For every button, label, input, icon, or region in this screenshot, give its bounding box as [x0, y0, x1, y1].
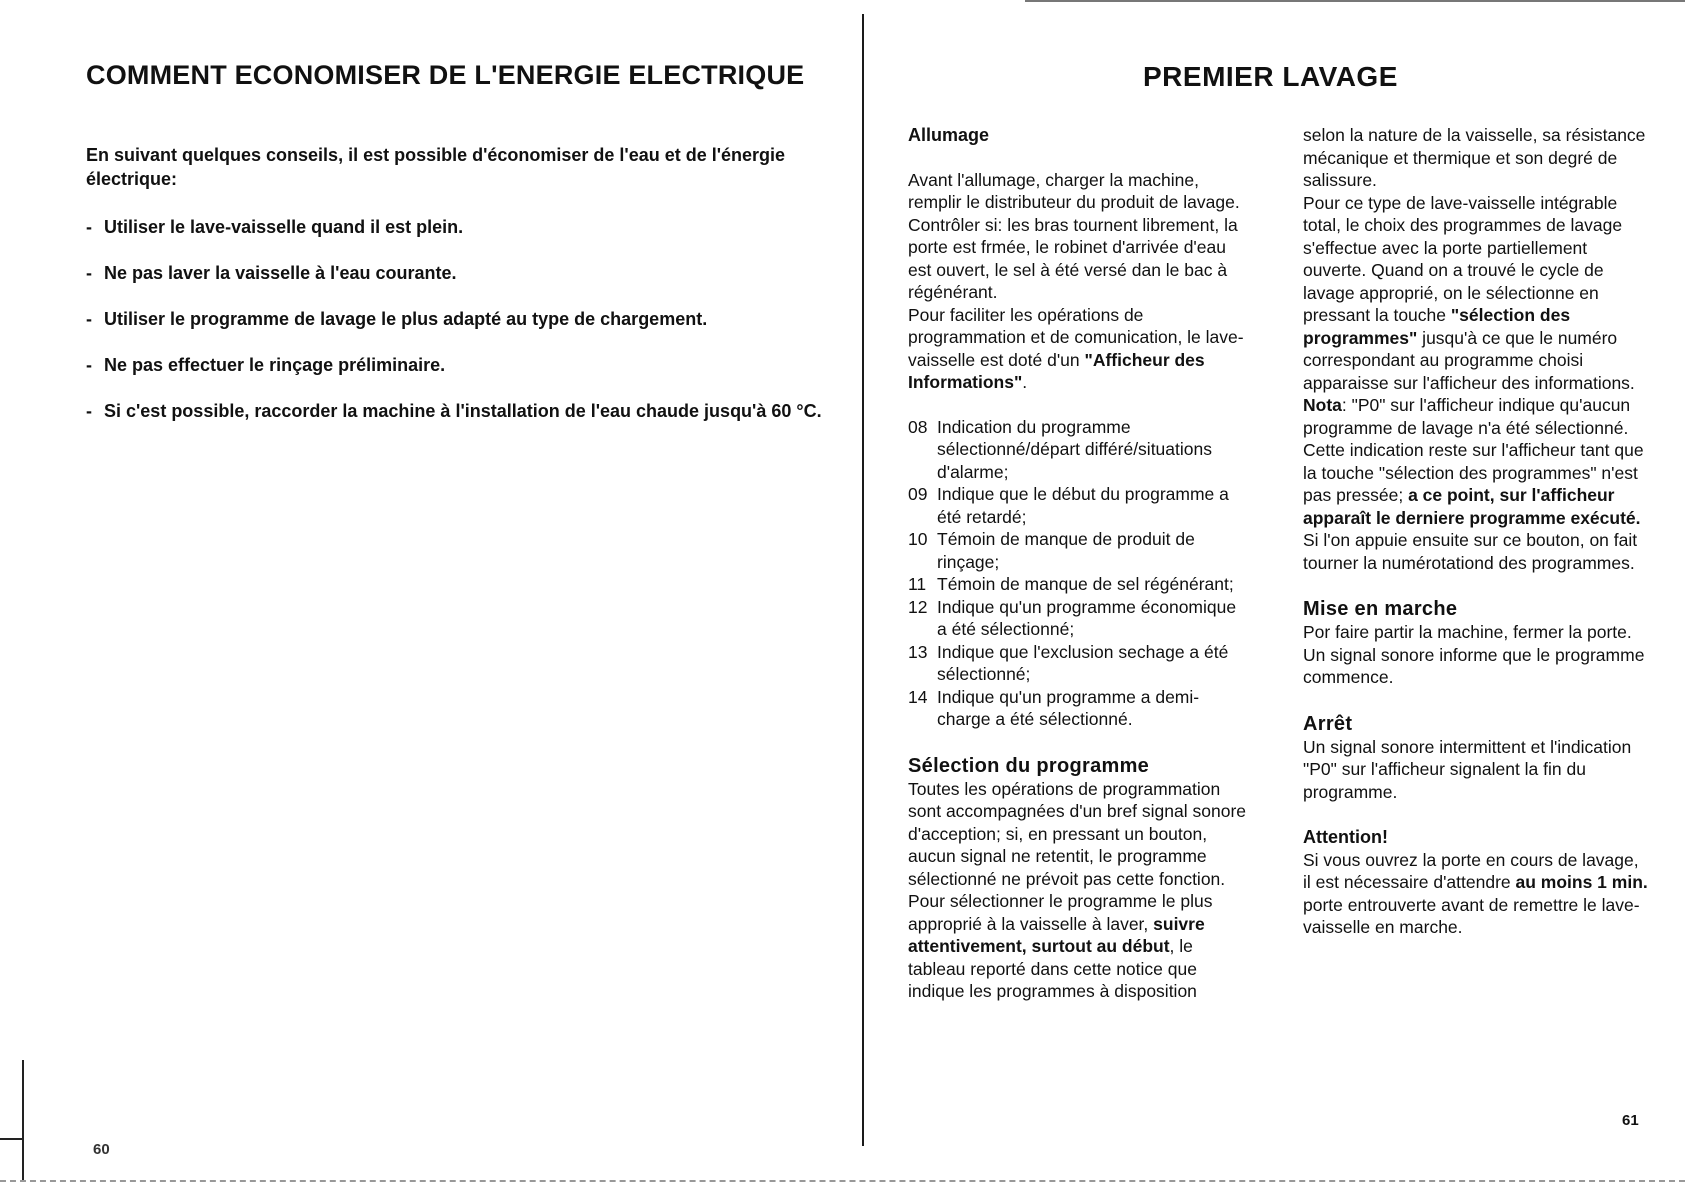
- list-item: 14 Indique qu'un programme a demi-charge a été sélectionné.: [908, 686, 1200, 729]
- left-page-title: COMMENT ECONOMISER DE L'ENERGIE ELECTRIQUE: [86, 60, 805, 90]
- selection-continued-1: selon la nature de la vaisselle, sa résistance mécanique et thermique et son degré de salissure.: [1303, 125, 1646, 190]
- allumage-paragraph-2: Contrôler si: les bras tournent librement, la porte est frmée, le robinet d'arrivée d'eau est ouvert, le sel à été versé dan le bac à régénérant.: [908, 214, 1238, 302]
- left-page-intro: En suivant quelques conseils, il est possible d'économiser de l'eau et de l'énergie électrique:: [86, 145, 786, 189]
- list-item: 10 Témoin de manque de produit de rinçage;: [908, 529, 1195, 572]
- mise-en-marche-text: Por faire partir la machine, fermer la porte. Un signal sonore informe que le programme commence.: [1303, 622, 1645, 687]
- list-item: 08 Indication du programme sélectionné/départ différé/situations d'alarme;: [908, 416, 1212, 482]
- energy-tips-list: [86, 215, 826, 423]
- list-item: 12 Indique qu'un programme économique a été sélectionné;: [908, 596, 1237, 639]
- list-item: - Ne pas effectuer le rinçage préliminaire.: [86, 355, 446, 375]
- left-edge-mark: [22, 1060, 24, 1180]
- right-page-column-1: [908, 124, 1248, 1003]
- list-item: - Utiliser le programme de lavage le plus adapté au type de chargement.: [86, 309, 708, 329]
- attention-text: Si vous ouvrez la porte en cours de lavage, il est nécessaire d'attendre au moins 1 min. porte entrouverte avant de remettre le lave-vaisselle en marche.: [1303, 849, 1648, 937]
- list-item: 11 Témoin de manque de sel régénérant;: [908, 574, 1234, 594]
- page-number-right: 61: [1622, 1112, 1639, 1129]
- mise-en-marche-heading: Mise en marche: [1303, 598, 1458, 620]
- selection-heading: Sélection du programme: [908, 754, 1150, 777]
- allumage-paragraph-3: Pour faciliter les opérations de programmation et de comunication, le lave-vaisselle est doté d'un "Afficheur des Informations".: [908, 304, 1244, 392]
- left-page: [86, 60, 826, 445]
- list-item: - Utiliser le lave-vaisselle quand il est plein.: [86, 217, 464, 237]
- arret-heading: Arrêt: [1303, 712, 1353, 735]
- allumage-paragraph-1: Avant l'allumage, charger la machine, remplir le distributeur du produit de lavage.: [908, 169, 1240, 212]
- arret-text: Un signal sonore intermittent et l'indication "P0" sur l'afficheur signalent la fin du programme.: [1303, 736, 1632, 802]
- selection-paragraph: Toutes les opérations de programmation sont accompagnées d'un bref signal sonore d'acception; si, en pressant un bouton, aucun signal ne retentit, le programme sélectionné ne prévoit pas cette fonction. Pour sélectionner le programme le plus approprié à la vaisselle à laver, suivre attentivement, surtout au début, le tableau reporté dans cette notice que indique les programmes à disposition: [908, 778, 1247, 1001]
- bottom-edge-line: [0, 1180, 1685, 1183]
- page-number-left: 60: [93, 1141, 110, 1158]
- right-page-title: PREMIER LAVAGE: [1143, 60, 1398, 92]
- page-divider: [862, 14, 864, 1146]
- left-edge-tick: [0, 1138, 24, 1140]
- attention-heading: Attention!: [1303, 827, 1388, 847]
- list-item: 13 Indique que l'exclusion sechage a été sélectionné;: [908, 641, 1229, 684]
- list-item: 09 Indique que le début du programme a été retardé;: [908, 484, 1229, 527]
- indicator-list: [908, 416, 1248, 731]
- allumage-heading: Allumage: [908, 125, 990, 145]
- right-page-column-2: [1303, 124, 1648, 939]
- selection-continued-3: Cette indication reste sur l'afficheur tant que la touche "sélection des programmes" n'est pas pressée; a ce point, sur l'afficheur apparaît le derniere programme exécuté. Si l'on appuie ensuite sur ce bouton, on fait tourner la numérotationd des programmes.: [1303, 440, 1644, 573]
- top-edge-line: [1025, 0, 1685, 2]
- nota-paragraph: Nota: "P0" sur l'afficheur indique qu'aucun programme de lavage n'a été sélectionné.: [1303, 395, 1631, 438]
- list-item: - Ne pas laver la vaisselle à l'eau courante.: [86, 263, 457, 283]
- list-item: - Si c'est possible, raccorder la machine à l'installation de l'eau chaude jusqu'à 60 °C.: [86, 401, 822, 421]
- selection-continued-2: Pour ce type de lave-vaisselle intégrable total, le choix des programmes de lavage s'effectue avec la porte partiellement ouverte. Quand on a trouvé le cycle de lavage approprié, on le sélectionne en pressant la touche "sélection des programmes" jusqu'à ce que le numéro correspondant au programme choisi apparaisse sur l'afficheur des informations.: [1303, 192, 1635, 393]
